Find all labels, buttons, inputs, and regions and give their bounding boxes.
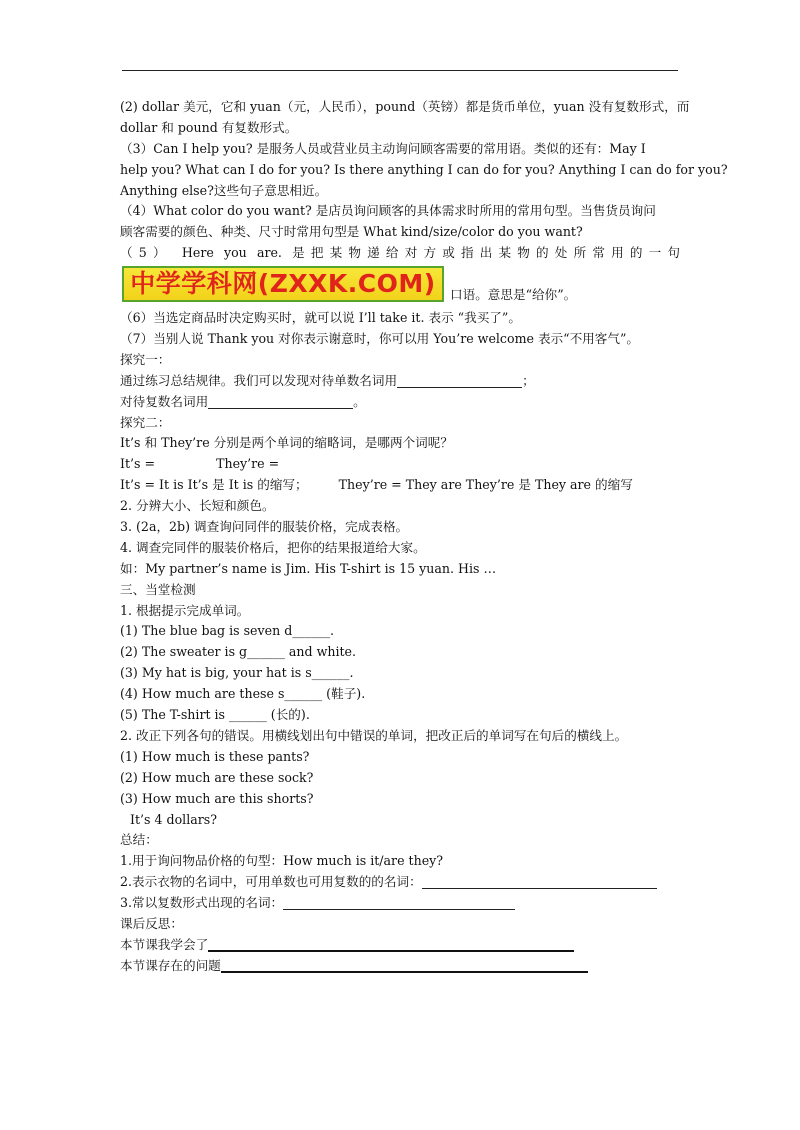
answer-blank[interactable]	[397, 373, 522, 388]
exercise-2-item-1: (1) How much is these pants?	[120, 748, 310, 764]
explore-1-plural-end: 。	[353, 393, 366, 409]
note-5-line-1: （5） Here you are. 是把某物递给对方或指出某物的处所常用的一句	[120, 245, 680, 261]
exercise-2-heading: 2. 改正下列各句的错误。用横线划出句中错误的单词，把改正后的单词写在句后的横线上。	[120, 727, 628, 743]
reflection-problems-text: 本节课存在的问题	[120, 957, 221, 973]
its-prompt: It’s =	[120, 456, 156, 472]
its-answer: It’s = It is It’s 是 It is 的缩写；	[120, 477, 308, 493]
header-rule	[122, 70, 678, 71]
exercise-1-item-1: (1) The blue bag is seven d______.	[120, 623, 335, 639]
note-3-line-2: help you? What can I do for you? Is there anything I can do for you? Anything I can do for you?	[120, 161, 728, 177]
explore-1-plural	[120, 392, 680, 413]
logo-row	[120, 264, 680, 308]
note-3-line-1: （3）Can I help you? 是服务人员或营业员主动询问顾客需要的常用语。类似的还有：May I	[120, 140, 646, 156]
reflection-learned-text: 本节课我学会了	[120, 936, 209, 952]
note-5-line-2: 口语。意思是“给你”。	[450, 287, 577, 303]
summary-2-text: 2.表示衣物的名词中，可用单数也可用复数的的名词：	[120, 874, 422, 890]
task-2: 2. 分辨大小、长短和颜色。	[120, 498, 275, 514]
exercise-1-item-5: (5) The T-shirt is ______ (长的).	[120, 707, 310, 723]
note-3-line-3: Anything else?这些句子意思相近。	[120, 182, 328, 198]
note-7: （7）当别人说 Thank you 对你表示谢意时，你可以用 You’re welcome 表示“不用客气”。	[120, 331, 639, 347]
explore-2-heading: 探究二：	[120, 414, 171, 430]
note-2-line-1: (2) dollar 美元，它和 yuan（元，人民币），pound（英镑）都是货币单位，yuan 没有复数形式，而	[120, 99, 690, 114]
note-2-line-2: dollar 和 pound 有复数形式。	[120, 119, 298, 135]
explore-1-heading: 探究一：	[120, 351, 171, 367]
reflection-problems	[120, 956, 680, 977]
answer-blank[interactable]	[208, 394, 353, 409]
document-body	[120, 97, 728, 977]
answer-blank[interactable]	[283, 895, 515, 910]
exercise-2-item-2: (2) How much are these sock?	[120, 769, 314, 785]
exercise-1-item-4: (4) How much are these s______ (鞋子).	[120, 686, 366, 702]
theyre-prompt: They’re =	[216, 456, 280, 472]
task-4: 4. 调查完同伴的服装价格后，把你的结果报道给大家。	[120, 539, 426, 555]
contraction-prompt	[120, 454, 680, 475]
explore-1-singular-text: 通过练习总结规律。我们可以发现对待单数名词用	[120, 372, 398, 388]
exercise-1-item-2: (2) The sweater is g______ and white.	[120, 644, 357, 660]
explore-1-singular-end: ；	[522, 372, 535, 388]
note-6: （6）当选定商品时决定购买时，就可以说 I’ll take it. 表示 “我买了”。	[120, 310, 521, 326]
theyre-answer: They’re = They are They’re 是 They are 的缩写	[338, 477, 633, 493]
answer-blank[interactable]	[422, 874, 657, 889]
explore-1-singular	[120, 371, 680, 392]
exercise-2-item-3-answer: It’s 4 dollars?	[130, 811, 217, 827]
summary-1: 1.用于询问物品价格的句型：How much is it/are they?	[120, 853, 444, 869]
section-3-heading: 三、当堂检测	[120, 581, 196, 597]
reflection-heading: 课后反思：	[120, 915, 183, 931]
answer-blank[interactable]	[221, 957, 588, 973]
zxxk-logo: 中学学科网(ZXXK.COM)	[122, 266, 444, 302]
note-4-line-2: 顾客需要的颜色、种类、尺寸时常用句型是 What kind/size/color do you want?	[120, 224, 583, 240]
exercise-1-item-3: (3) My hat is big, your hat is s______.	[120, 665, 354, 681]
exercise-1-heading: 1. 根据提示完成单词。	[120, 602, 250, 618]
summary-2	[120, 872, 680, 893]
note-4-line-1: （4）What color do you want? 是店员询问顾客的具体需求时所用的常用句型。当售货员询问	[120, 203, 656, 219]
explore-2-question: It’s 和 They’re 分别是两个单词的缩略词，是哪两个词呢？	[120, 435, 453, 451]
summary-heading: 总结：	[120, 832, 158, 848]
task-4-example: 如：My partner’s name is Jim. His T-shirt is 15 yuan. His …	[120, 560, 497, 576]
summary-3	[120, 893, 680, 914]
exercise-2-item-3: (3) How much are this shorts?	[120, 790, 314, 806]
task-3: 3. (2a，2b) 调查询问同伴的服装价格，完成表格。	[120, 519, 409, 535]
contraction-answer	[120, 475, 680, 496]
answer-blank[interactable]	[208, 936, 574, 952]
reflection-learned	[120, 935, 680, 956]
explore-1-plural-text: 对待复数名词用	[120, 393, 209, 409]
summary-3-text: 3.常以复数形式出现的名词：	[120, 895, 284, 911]
